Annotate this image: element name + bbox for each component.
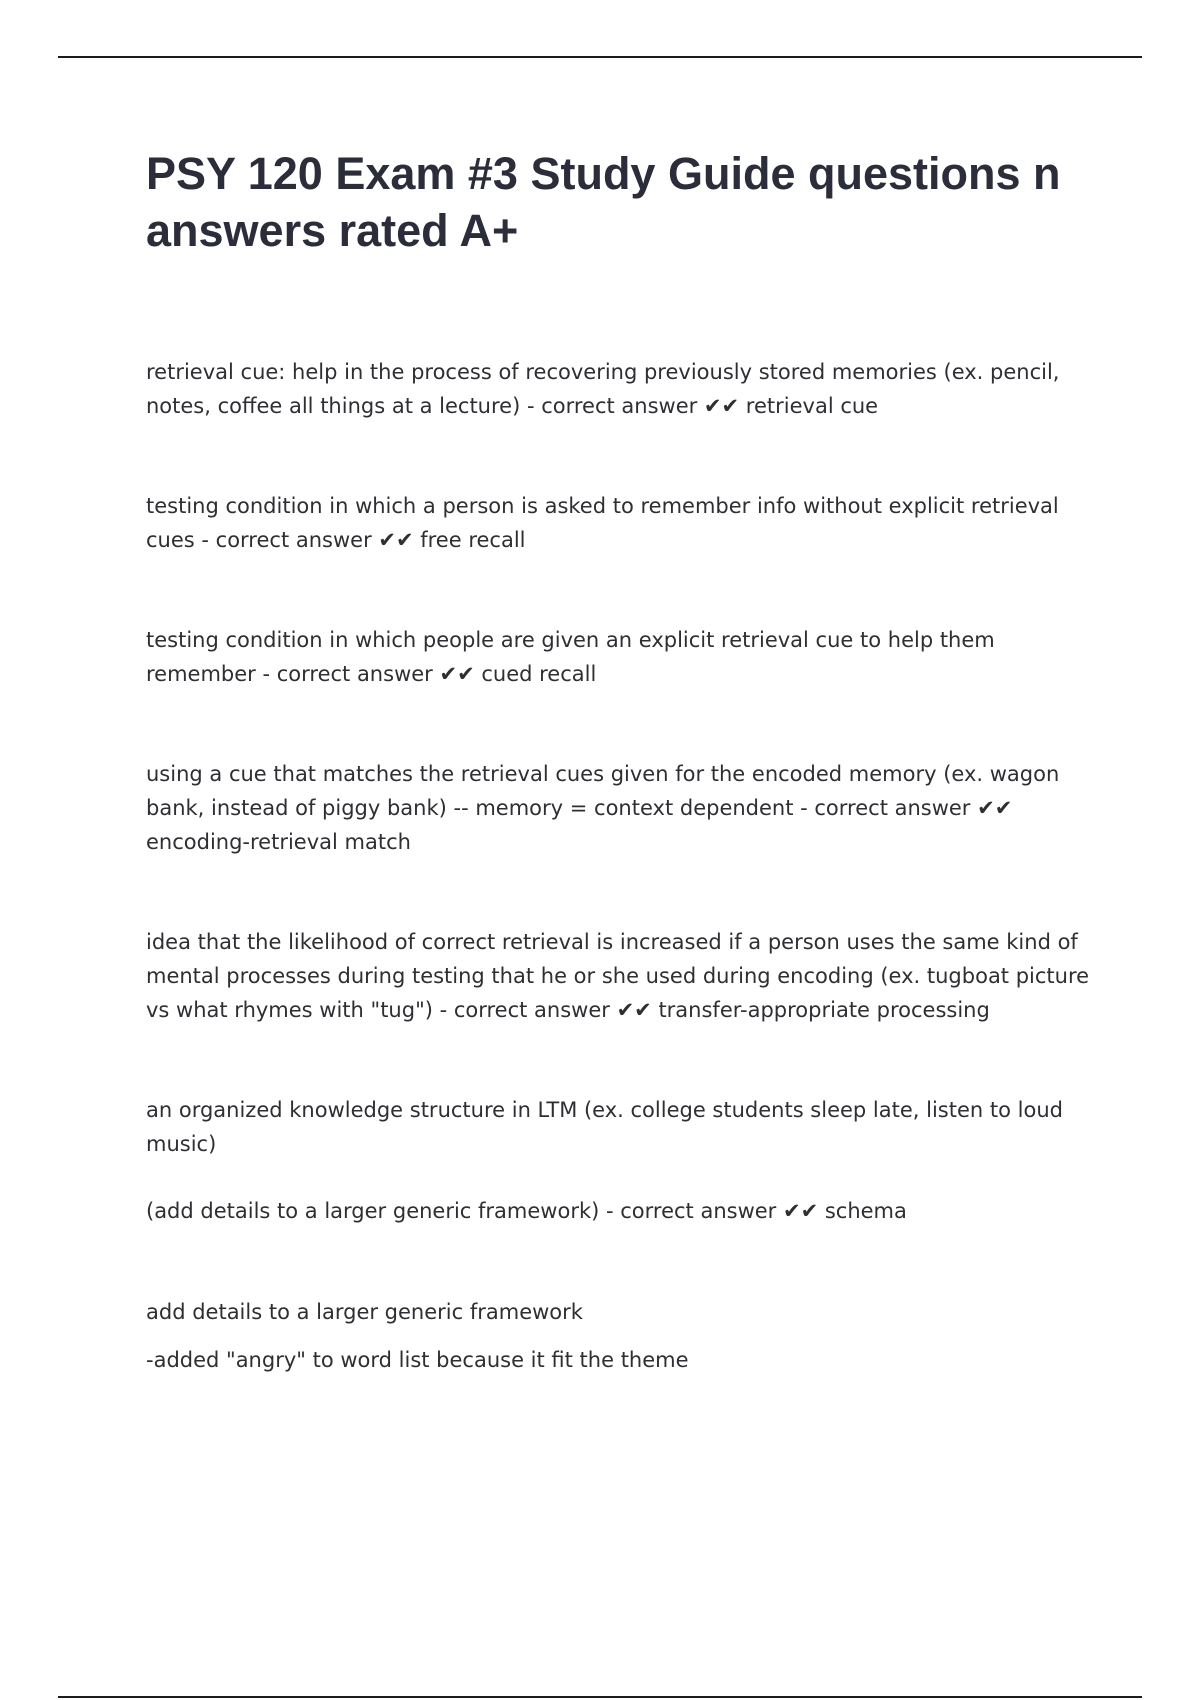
qa-entry-cued-recall: testing condition in which people are given an explicit retrieval cue to help them remember - correct answer ✔✔ cued recall xyxy=(146,628,995,686)
document-title: PSY 120 Exam #3 Study Guide questions n answers rated A+ xyxy=(146,148,1061,256)
note-line-generic-framework: add details to a larger generic framework xyxy=(146,1300,583,1324)
qa-entry-transfer-appropriate-processing: idea that the likelihood of correct retrieval is increased if a person uses the same kind of mental processes during testing that he or she used during encoding (ex. tugboat picture vs what rhymes with "tug") - correct answer ✔✔ transfer-appropriate processing xyxy=(146,930,1090,1022)
footer-rule xyxy=(58,1696,1142,1698)
qa-entry-encoding-retrieval-match: using a cue that matches the retrieval cues given for the encoded memory (ex. wagon bank, instead of piggy bank) -- memory = context dependent - correct answer ✔✔ encoding-retrieval match xyxy=(146,762,1060,854)
note-line-angry-word: -added "angry" to word list because it fit the theme xyxy=(146,1348,689,1372)
qa-entry-retrieval-cue: retrieval cue: help in the process of recovering previously stored memories (ex. pencil, notes, coffee all things at a lecture) - correct answer ✔✔ retrieval cue xyxy=(146,360,1060,418)
qa-entry-free-recall: testing condition in which a person is asked to remember info without explicit retrieval cues - correct answer ✔✔ free recall xyxy=(146,494,1059,552)
qa-entry-schema-question: an organized knowledge structure in LTM (ex. college students sleep late, listen to loud music) xyxy=(146,1098,1063,1156)
header-rule xyxy=(58,56,1142,58)
qa-entry-schema-answer: (add details to a larger generic framework) - correct answer ✔✔ schema xyxy=(146,1199,907,1223)
